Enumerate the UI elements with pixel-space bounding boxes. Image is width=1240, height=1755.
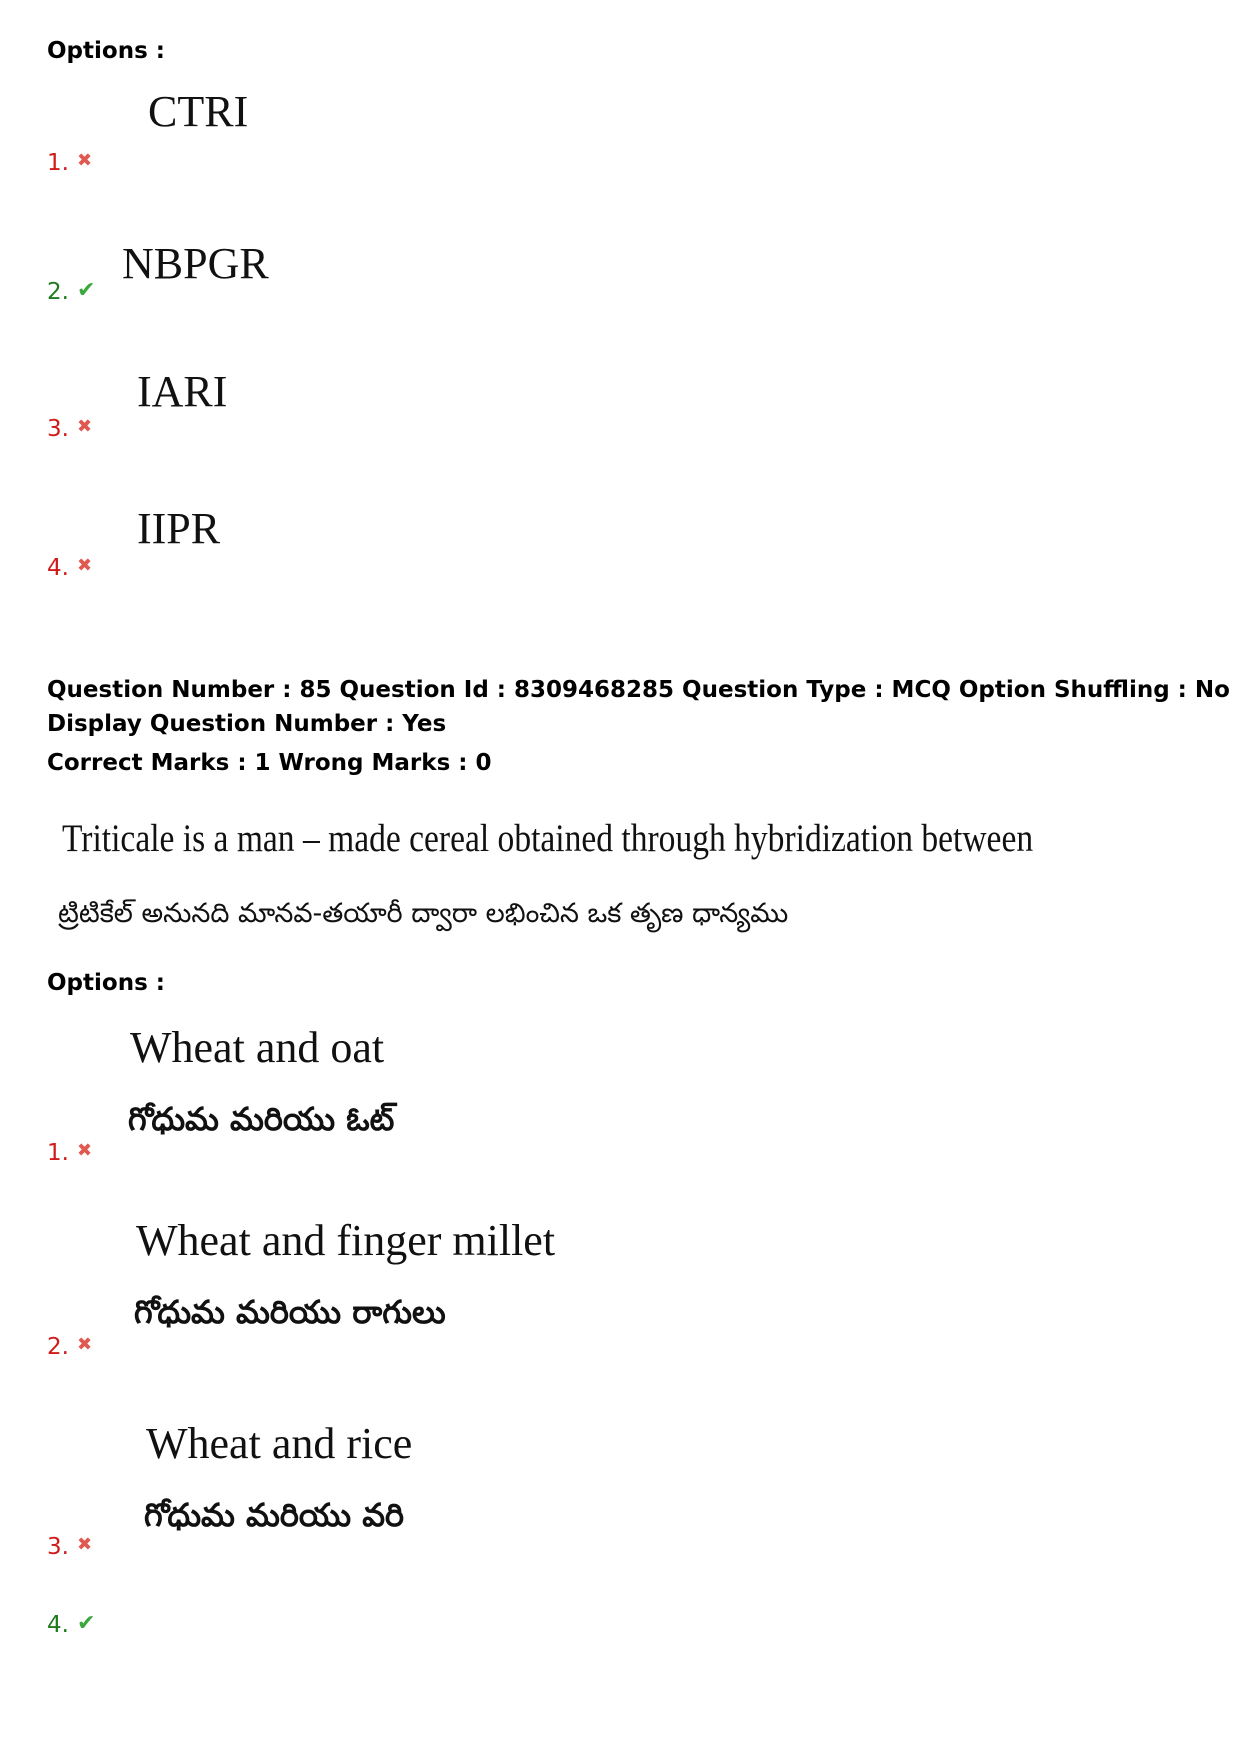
option-text: IARI — [137, 367, 228, 416]
question-meta: Question Number : 85 Question Id : 8309468285 Question Type : MCQ Option Shuffling : No — [47, 677, 1230, 703]
cross-icon: ✖ — [76, 1534, 93, 1555]
options-label: Options : — [47, 970, 165, 996]
option-number-label: 1. — [47, 150, 69, 176]
option-text-english: Wheat and rice — [146, 1419, 413, 1468]
option-text: IIPR — [137, 504, 221, 553]
option-number — [47, 1534, 92, 1560]
option-text: NBPGR — [122, 239, 269, 288]
option-number — [47, 1140, 92, 1166]
option-text-telugu: గోధుమ మరియు ఓట్ — [128, 1100, 395, 1138]
option-text-telugu: గోధుమ మరియు వరి — [144, 1496, 404, 1534]
option-number-label: 2. — [47, 279, 69, 305]
cross-icon: ✖ — [76, 150, 93, 171]
option-number-label: 3. — [47, 416, 69, 442]
option-number — [47, 1611, 95, 1638]
display-question-number: Display Question Number : Yes — [47, 711, 447, 737]
marks-line: Correct Marks : 1 Wrong Marks : 0 — [47, 750, 492, 776]
option-number-label: 4. — [47, 555, 69, 581]
option-number — [47, 150, 92, 176]
options-label: Options : — [47, 38, 165, 64]
option-number — [47, 278, 95, 305]
option-number — [47, 1334, 92, 1360]
option-number — [47, 555, 92, 581]
option-text: CTRI — [148, 87, 249, 136]
check-icon: ✔ — [76, 278, 96, 303]
option-number-label: 4. — [47, 1612, 69, 1638]
question-text-telugu: ట్రిటికేల్ అనునది మానవ-తయారీ ద్వారా లభించిన ఒక తృణ ధాన్యము — [58, 898, 789, 929]
cross-icon: ✖ — [76, 1140, 93, 1161]
option-text-english: Wheat and oat — [130, 1023, 385, 1072]
option-number-label: 3. — [47, 1534, 69, 1560]
check-icon: ✔ — [76, 1611, 96, 1636]
option-number — [47, 416, 92, 442]
option-number-label: 2. — [47, 1334, 69, 1360]
option-text-english: Wheat and finger millet — [136, 1216, 556, 1265]
cross-icon: ✖ — [76, 1334, 93, 1355]
question-text-english: Triticale is a man – made cereal obtained through hybridization between — [62, 817, 1034, 860]
option-text-telugu: గోధుమ మరియు రాగులు — [134, 1293, 446, 1331]
option-number-label: 1. — [47, 1140, 69, 1166]
cross-icon: ✖ — [76, 416, 93, 437]
cross-icon: ✖ — [76, 555, 93, 576]
